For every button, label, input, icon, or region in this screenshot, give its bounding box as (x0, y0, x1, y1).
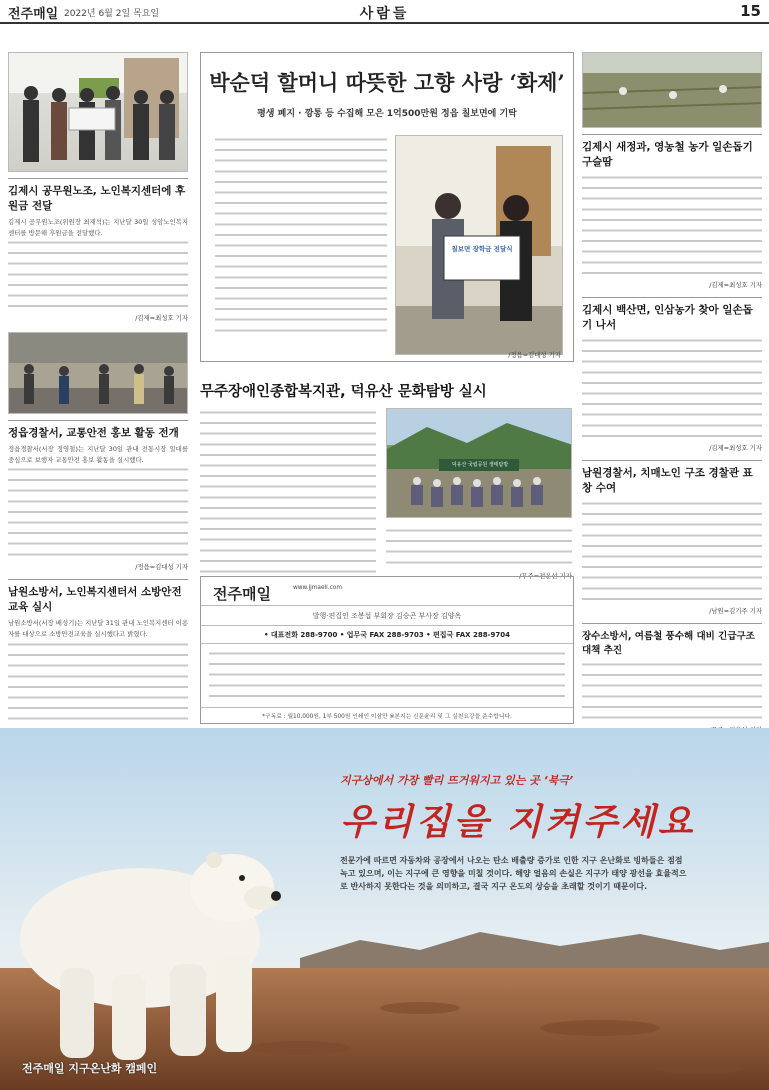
grandmother-photo (395, 135, 563, 355)
article-headline: 김제시 공무원노조, 노인복지센터에 후원금 전달 (8, 178, 188, 213)
article-byline: /김제=최성호 기자 (135, 314, 188, 323)
climate-campaign-ad (0, 728, 769, 1090)
masthead-logo: 전주매일 (213, 585, 271, 603)
article-headline: 무주장애인종합복지관, 덕유산 문화탐방 실시 (200, 384, 487, 400)
section-title: 사람들 (359, 6, 410, 22)
subscription-footer: *구독료 : 월10,000원, 1부 500원 인쇄인 이삼만 ※본지는 신문윤리 및 그 실천요강을 준수합니다. (262, 714, 512, 720)
mid-article (200, 380, 574, 580)
article-body-text (582, 660, 762, 724)
article-body-text (8, 238, 188, 312)
ad-body-line: 전문가에 따르면 자동차와 공장에서 나오는 탄소 배출량 증가로 인한 지구 온난화로 빙하들은 점점 (340, 856, 683, 865)
article-body-text (582, 336, 762, 442)
page-number: 15 (740, 2, 761, 20)
article-byline: /무주=전운선 기자 (519, 572, 572, 580)
right-column (582, 52, 762, 734)
article-byline: /정읍=김대성 기자 (135, 563, 188, 572)
farm-volunteer-photo (582, 52, 762, 128)
ad-credit: 전주매일 지구온난화 캠페인 (22, 1062, 158, 1075)
article-body-text (582, 499, 762, 605)
union-donation-photo (8, 52, 188, 172)
article-lead: 김제시 공무원노조(위원장 최재석)는 지난달 30일 성암노인복지센터를 방문해 후원금을 전달했다. (8, 218, 188, 237)
feature-article (200, 52, 574, 362)
feature-headline: 박순덕 할머니 따뜻한 고향 사랑 ‘화제’ (209, 70, 565, 95)
article-headline: 장수소방서, 여름철 풍수해 대비 긴급구조 대책 추진 (582, 623, 762, 656)
article-body-text (386, 526, 572, 568)
feature-subtitle: 평생 폐지 · 깡통 등 수집해 모은 1억500만원 정읍 칠보면에 기탁 (257, 109, 517, 119)
feature-caption: /정읍=김대성 기자 (508, 351, 561, 359)
article-byline: /김제=최성호 기자 (709, 444, 762, 452)
ad-body (340, 854, 760, 893)
feature-body-text (215, 135, 387, 339)
article-body-text (582, 173, 762, 279)
article-headline: 김제시 새정과, 영농철 농가 일손돕기 구슬땀 (582, 134, 762, 169)
ad-body-line: 로 반사하지 못한다는 것을 의미하고, 결국 지구 온도의 상승을 초래할 것이기 때문이다. (340, 882, 648, 891)
article-lead: 정읍경찰서(서장 정영철)는 지난달 30일 관내 전통시장 일대를 중심으로 보행자 교통안전 홍보 활동을 실시했다. (8, 445, 188, 464)
masthead-box (200, 576, 574, 724)
article-headline: 남원경찰서, 치매노인 구조 경찰관 표창 수여 (582, 460, 762, 495)
donation-sign: 칠보면 장학금 전달식 (451, 245, 513, 253)
ad-title: 우리집을 지켜주세요 (340, 802, 696, 843)
traffic-campaign-photo (8, 332, 188, 414)
ad-body-line: 녹고 있으며, 이는 지구에 큰 영향을 미칠 것이다. 해양 얼음의 손실은 지구가 태양 광선을 효율적으 (340, 869, 687, 878)
phone-line: • 대표전화 288-9700 • 업무국 FAX 288-9703 • 편집국 FAX 288-9704 (264, 631, 510, 639)
article-byline: /김제=최성호 기자 (709, 281, 762, 289)
article-body-text (200, 408, 376, 574)
article-body-text (8, 465, 188, 561)
article-headline: 정읍경찰서, 교통안전 홍보 활동 전개 (8, 420, 188, 440)
group-trip-photo (386, 408, 572, 518)
newspaper-logo: 전주매일 (8, 7, 59, 22)
left-column (8, 52, 188, 756)
page-header (0, 0, 769, 24)
ad-tagline: 지구상에서 가장 빨리 뜨거워지고 있는 곳 ‘북극’ (340, 774, 574, 787)
publisher-line: 발행·편집인 조봉섭 부회장 김승곤 부사장 김양옥 (312, 612, 462, 620)
article-lead: 남원소방서(서장 배성기)는 지난달 31일 관내 노인복지센터 이용자를 대상으로 소방안전교육을 실시했다고 밝혔다. (8, 619, 188, 638)
article-byline: /남원=김기주 기자 (709, 607, 762, 615)
article-headline: 남원소방서, 노인복지센터서 소방안전교육 실시 (8, 579, 188, 614)
issue-date: 2022년 6월 2일 목요일 (64, 9, 160, 19)
website: www.jjmaeil.com (293, 585, 342, 591)
article-headline: 김제시 백산면, 인삼농가 찾아 일손돕기 나서 (582, 297, 762, 332)
photo-banner-text: 덕유산 국립공원 생태탐방 (451, 462, 509, 468)
office-directory (209, 649, 565, 703)
